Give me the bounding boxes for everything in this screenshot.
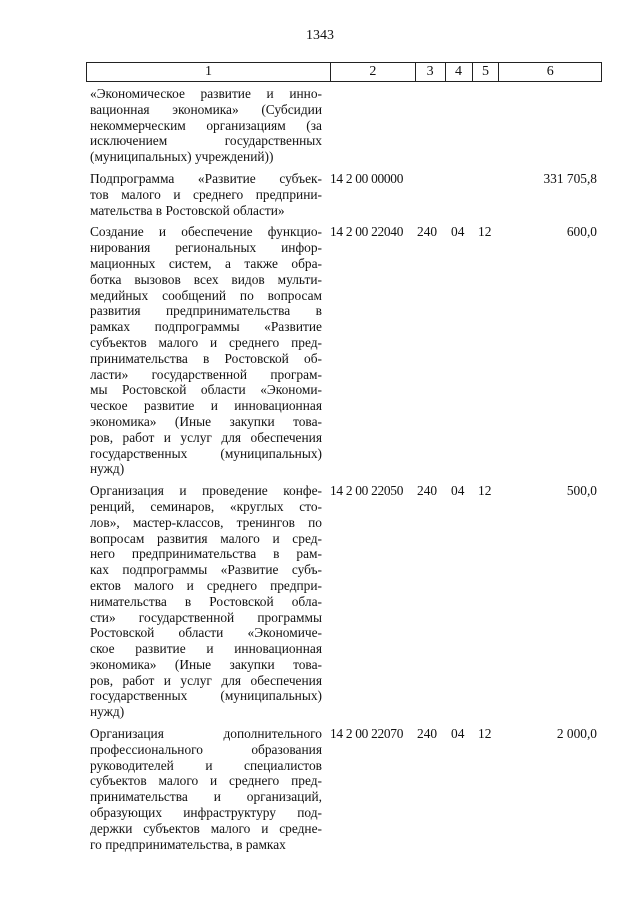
row-expense-type: 240 <box>417 483 438 499</box>
row-section: 04 <box>451 483 465 499</box>
row-section: 04 <box>451 224 465 240</box>
row-description <box>90 86 322 165</box>
description-line: ренций, семинаров, «круглых сто- <box>90 498 322 514</box>
description-line: субъектов малого и среднего пред- <box>90 334 322 350</box>
description-line: рамках подпрограммы «Развитие <box>90 319 322 335</box>
description-line: ботка вызовов всех видов мульти- <box>90 271 322 287</box>
row-code: 14 2 00 22040 <box>330 224 404 240</box>
description-line: принимательства и организаций, <box>90 789 322 805</box>
table-row <box>0 86 640 165</box>
description-line: субъектов малого и среднего пред- <box>90 773 322 789</box>
description-line: (муниципальных) учреждений)) <box>90 149 274 165</box>
row-section: 04 <box>451 726 465 742</box>
description-line: ров, работ и услуг для обеспечения <box>90 672 322 688</box>
description-line: ках подпрограммы «Развитие субъ- <box>90 562 322 578</box>
table-row <box>0 483 640 720</box>
description-line: Организация и проведение конфе- <box>90 483 322 499</box>
table-header-row <box>86 62 602 82</box>
description-line: ласти» государственной програм- <box>90 366 322 382</box>
description-line: «Экономическое развитие и инно- <box>90 86 322 101</box>
description-line: нирования региональных инфор- <box>90 240 322 256</box>
description-line: Создание и обеспечение функцио- <box>90 224 322 240</box>
description-line: мы Ростовской области «Экономи- <box>90 382 322 398</box>
row-description <box>90 726 322 852</box>
description-line: руководителей и специалистов <box>90 757 322 773</box>
row-description <box>90 171 322 218</box>
header-col-5: 5 <box>473 63 500 81</box>
description-line: Подпрограмма «Развитие субъек- <box>90 170 322 186</box>
description-line: некоммерческим организациям (за <box>90 117 322 133</box>
row-amount: 600,0 <box>566 224 597 240</box>
header-col-6: 6 <box>546 64 554 79</box>
description-line: государственных (муниципальных) <box>90 688 322 704</box>
header-col-1: 1 <box>87 63 331 81</box>
description-line: нужд) <box>90 461 125 477</box>
description-line: держки субъектов малого и средне- <box>90 820 322 836</box>
table-row <box>0 726 640 852</box>
table-row <box>0 224 640 477</box>
table-body <box>0 86 640 858</box>
row-amount: 500,0 <box>566 483 597 499</box>
description-line: Ростовской области «Экономиче- <box>90 625 322 641</box>
description-line: государственных (муниципальных) <box>90 445 322 461</box>
row-description <box>90 224 322 477</box>
row-subsection: 12 <box>478 224 492 240</box>
description-line: исключением государственных <box>90 133 322 149</box>
row-subsection: 12 <box>478 483 492 499</box>
table-row <box>0 171 640 218</box>
description-line: нужд) <box>90 704 125 720</box>
description-line: экономика» (Иные закупки това- <box>90 656 322 672</box>
row-subsection: 12 <box>478 726 492 742</box>
row-expense-type: 240 <box>417 726 438 742</box>
row-code: 14 2 00 00000 <box>330 170 404 186</box>
description-line: вопросам развития малого и сред- <box>90 530 322 546</box>
description-line: лов», мастер-классов, тренингов по <box>90 514 322 530</box>
description-line: тов малого и среднего предприни- <box>90 186 322 202</box>
description-line: ческое развитие и инновационная <box>90 398 322 414</box>
description-line: мательства в Ростовской области» <box>90 202 285 218</box>
description-line: сти» государственной программы <box>90 609 322 625</box>
description-line: Организация дополнительного <box>90 726 322 742</box>
header-col-4: 4 <box>446 63 473 81</box>
page-number: 1343 <box>306 28 334 43</box>
header-col-3: 3 <box>416 63 446 81</box>
description-line: экономика» (Иные закупки това- <box>90 413 322 429</box>
description-line: мационных систем, а также обра- <box>90 255 322 271</box>
description-line: него предпринимательства в рам- <box>90 546 322 562</box>
row-code: 14 2 00 22070 <box>330 726 404 742</box>
description-line: принимательства в Ростовской об- <box>90 350 322 366</box>
description-line: ское развитие и инновационная <box>90 641 322 657</box>
description-line: вационная экономика» (Субсидии <box>90 101 322 117</box>
row-amount: 2 000,0 <box>556 726 597 742</box>
description-line: медийных сообщений по вопросам <box>90 287 322 303</box>
description-line: развития предпринимательства в <box>90 303 322 319</box>
description-line: ектов малого и среднего предпри- <box>90 577 322 593</box>
description-line: нимательства в Ростовской обла- <box>90 593 322 609</box>
description-line: го предпринимательства, в рамках <box>90 836 286 852</box>
description-line: ров, работ и услуг для обеспечения <box>90 429 322 445</box>
header-col-2: 2 <box>331 63 416 81</box>
row-amount: 331 705,8 <box>543 170 597 186</box>
row-code: 14 2 00 22050 <box>330 483 404 499</box>
description-line: образующих инфраструктуру под- <box>90 805 322 821</box>
description-line: профессионального образования <box>90 741 322 757</box>
row-expense-type: 240 <box>417 224 438 240</box>
row-description <box>90 483 322 720</box>
